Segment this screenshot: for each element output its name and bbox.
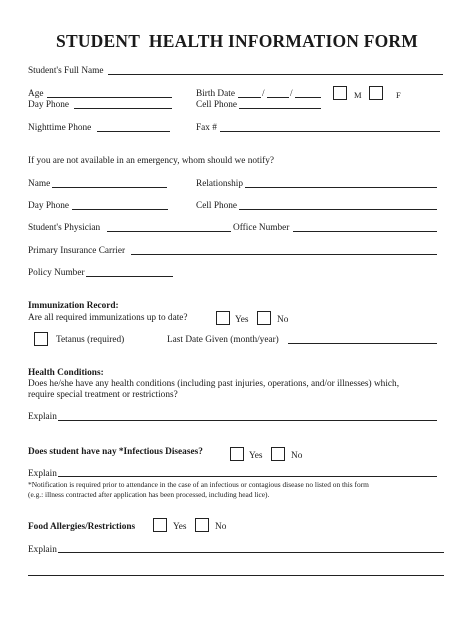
physician-field[interactable] xyxy=(107,231,231,232)
emergency-day-phone-label: Day Phone xyxy=(28,201,70,211)
age-label: Age xyxy=(28,89,44,99)
insurance-label: Primary Insurance Carrier xyxy=(28,246,126,256)
allergies-explain-field[interactable] xyxy=(58,552,444,553)
infectious-note-line1: *Notification is required prior to attendance in the case of an infectious or contagious disease no listed on this form xyxy=(28,480,369,489)
male-label: M xyxy=(354,90,362,100)
fax-label: Fax # xyxy=(196,123,217,133)
allergies-yes-label: Yes xyxy=(173,522,187,532)
policy-number-field[interactable] xyxy=(86,276,173,277)
office-number-field[interactable] xyxy=(293,231,437,232)
office-number-label: Office Number xyxy=(233,223,290,233)
infectious-explain-label: Explain xyxy=(28,469,57,479)
infectious-yes-checkbox[interactable] xyxy=(230,447,244,461)
health-question-line2: require special treatment or restrictions? xyxy=(28,390,178,400)
infectious-note-line2: (e.g.: illness contracted after application has been processed, including head lice). xyxy=(28,490,270,499)
health-question-line1: Does he/she have any health conditions (including past injuries, operations, and/or illnesses) which, xyxy=(28,379,400,389)
immunization-no-checkbox[interactable] xyxy=(257,311,271,325)
birth-date-separator: / xyxy=(290,89,293,99)
emergency-question: If you are not available in an emergency, whom should we notify? xyxy=(28,156,275,166)
immunization-question: Are all required immunizations up to date? xyxy=(28,313,188,323)
day-phone-field[interactable] xyxy=(74,108,172,109)
immunization-yes-checkbox[interactable] xyxy=(216,311,230,325)
male-checkbox[interactable] xyxy=(333,86,347,100)
emergency-name-label: Name xyxy=(28,179,51,189)
emergency-name-field[interactable] xyxy=(52,187,167,188)
allergies-no-checkbox[interactable] xyxy=(195,518,209,532)
last-date-given-label: Last Date Given (month/year) xyxy=(167,335,279,345)
birth-month-field[interactable] xyxy=(238,97,261,98)
allergies-no-label: No xyxy=(215,522,227,532)
physician-label: Student's Physician xyxy=(28,223,101,233)
allergies-explain-label: Explain xyxy=(28,545,57,555)
health-explain-field[interactable] xyxy=(58,420,437,421)
relationship-field[interactable] xyxy=(245,187,437,188)
fax-field[interactable] xyxy=(220,131,440,132)
immunization-no-label: No xyxy=(277,315,289,325)
infectious-no-checkbox[interactable] xyxy=(271,447,285,461)
emergency-cell-phone-label: Cell Phone xyxy=(196,201,238,211)
nighttime-phone-label: Nighttime Phone xyxy=(28,123,92,133)
food-allergies-heading: Food Allergies/Restrictions xyxy=(28,522,136,532)
age-field[interactable] xyxy=(47,97,172,98)
relationship-label: Relationship xyxy=(196,179,243,189)
health-conditions-heading: Health Conditions: xyxy=(28,368,104,378)
form-title: STUDENT HEALTH INFORMATION FORM xyxy=(56,31,418,51)
female-checkbox[interactable] xyxy=(369,86,383,100)
emergency-cell-phone-field[interactable] xyxy=(239,209,437,210)
birth-day-field[interactable] xyxy=(267,97,289,98)
infectious-question: Does student have nay *Infectious Diseases? xyxy=(28,447,203,457)
health-explain-label: Explain xyxy=(28,412,57,422)
full-name-label: Student's Full Name xyxy=(28,66,104,76)
day-phone-label: Day Phone xyxy=(28,100,70,110)
infectious-explain-field[interactable] xyxy=(58,476,437,477)
birth-year-field[interactable] xyxy=(295,97,321,98)
tetanus-checkbox[interactable] xyxy=(34,332,48,346)
allergies-yes-checkbox[interactable] xyxy=(153,518,167,532)
female-label: F xyxy=(396,90,401,100)
tetanus-label: Tetanus (required) xyxy=(56,335,125,345)
cell-phone-field[interactable] xyxy=(239,108,321,109)
nighttime-phone-field[interactable] xyxy=(97,131,170,132)
immunization-yes-label: Yes xyxy=(235,315,249,325)
immunization-heading: Immunization Record: xyxy=(28,301,119,311)
infectious-no-label: No xyxy=(291,451,303,461)
full-name-field[interactable] xyxy=(108,74,443,75)
insurance-field[interactable] xyxy=(131,254,437,255)
emergency-day-phone-field[interactable] xyxy=(72,209,168,210)
policy-number-label: Policy Number xyxy=(28,268,85,278)
birth-date-separator: / xyxy=(262,89,265,99)
last-date-given-field[interactable] xyxy=(288,343,437,344)
cell-phone-label: Cell Phone xyxy=(196,100,238,110)
allergies-extra-line[interactable] xyxy=(28,575,444,576)
birth-date-label: Birth Date xyxy=(196,89,235,99)
infectious-yes-label: Yes xyxy=(249,451,263,461)
